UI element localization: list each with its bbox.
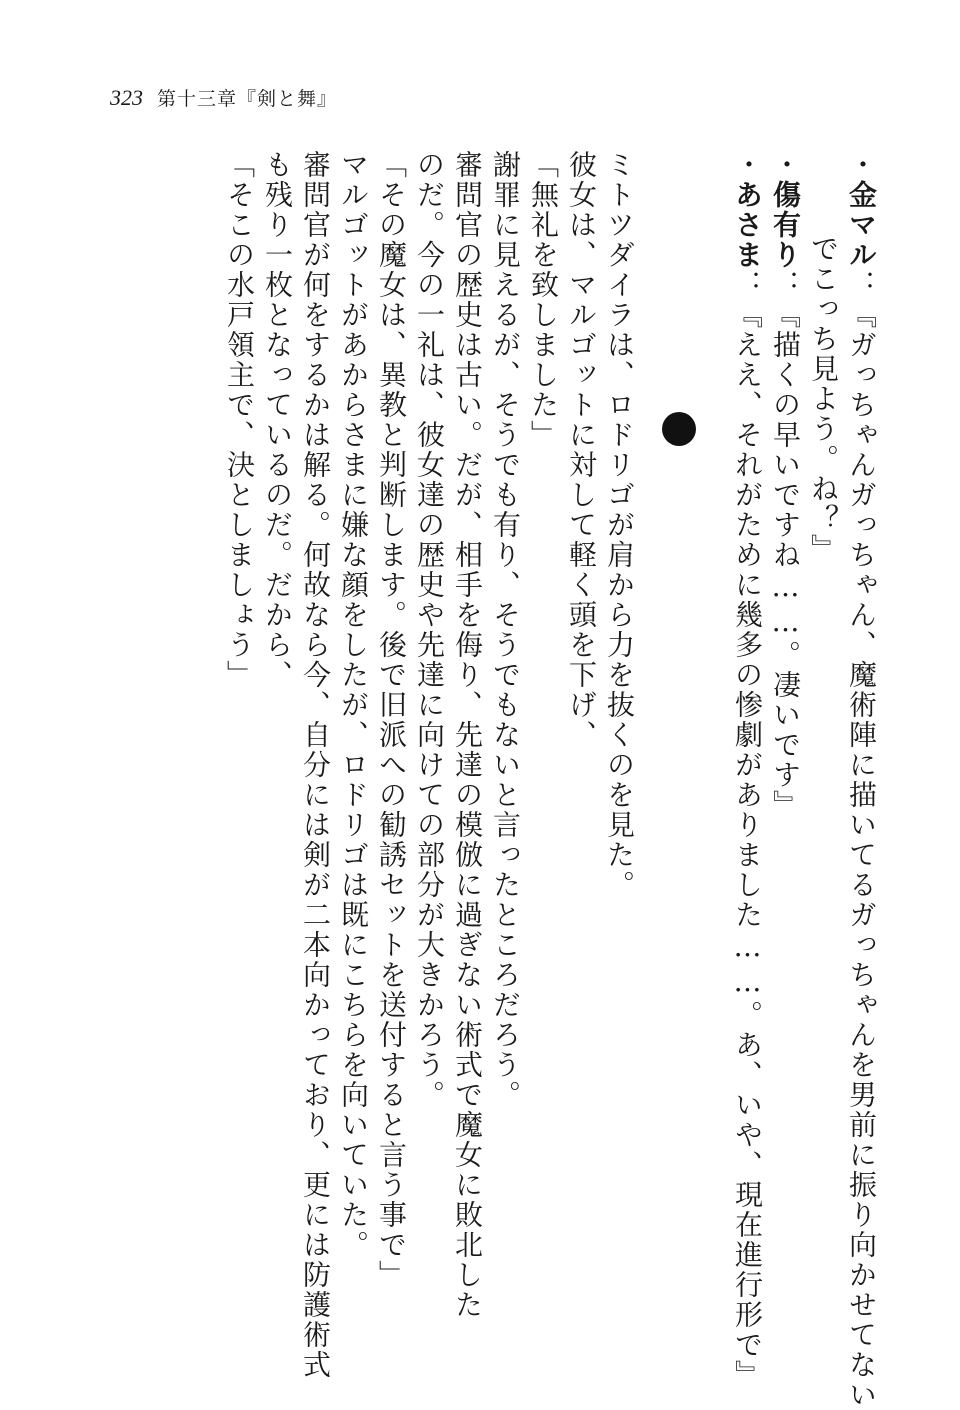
paragraph-line: も残り一枚となっているのだ。だから、	[261, 150, 294, 690]
chat-line: ・傷有り：『描くの早いですね……。凄いです』	[769, 150, 802, 820]
page-header	[110, 84, 337, 111]
chapter-title: 第十三章『剣と舞』	[157, 88, 338, 110]
chat-line: ・金マル：『ガっちゃんガっちゃん、魔術陣に描いてるガっちゃんを男前に振り向かせてない	[845, 150, 878, 1410]
vertical-text-body	[100, 150, 880, 1410]
paragraph-line: のだ。今の一礼は、彼女達の歴史や先達に向けての部分が大きかろう。	[413, 150, 446, 1110]
paragraph-line: 審問官が何をするかは解る。何故なら今、自分には剣が二本向かっており、更には防護術式	[299, 150, 332, 1380]
section-break	[638, 150, 728, 1290]
paragraph-line: ミトツダイラは、ロドリゴが肩から力を抜くのを見た。	[603, 150, 636, 900]
paragraph-line: 「無礼を致しました」	[527, 150, 560, 450]
chat-line: ・あさま：『ええ、それがために幾多の惨劇がありました……。あ、いや、現在進行形で』	[731, 150, 764, 1390]
paragraph-line: 彼女は、マルゴットに対して軽く頭を下げ、	[565, 150, 598, 750]
page-number: 323	[110, 85, 143, 110]
paragraph-line: 謝罪に見えるが、そうでも有り、そうでもないと言ったところだろう。	[489, 150, 522, 1110]
section-break-dot	[662, 412, 696, 446]
paragraph-line: 審問官の歴史は古い。だが、相手を侮り、先達の模倣に過ぎない術式で魔女に敗北した	[451, 150, 484, 1320]
paragraph-line: 「そこの水戸領主で、決としましょう」	[223, 150, 256, 690]
speaker-name: 傷有り	[769, 180, 802, 270]
speaker-name: あさま	[731, 180, 764, 270]
paragraph-line: マルゴットがあからさまに嫌な顔をしたが、ロドリゴは既にこちらを向いていた。	[337, 150, 370, 1260]
paragraph-line: 「その魔女は、異教と判断します。後で旧派への勧誘セットを送付すると言う事で」	[375, 150, 408, 1290]
speaker-name: 金マル	[845, 180, 878, 270]
chat-line-continued: でこっち見よう。ね？』	[807, 234, 840, 564]
